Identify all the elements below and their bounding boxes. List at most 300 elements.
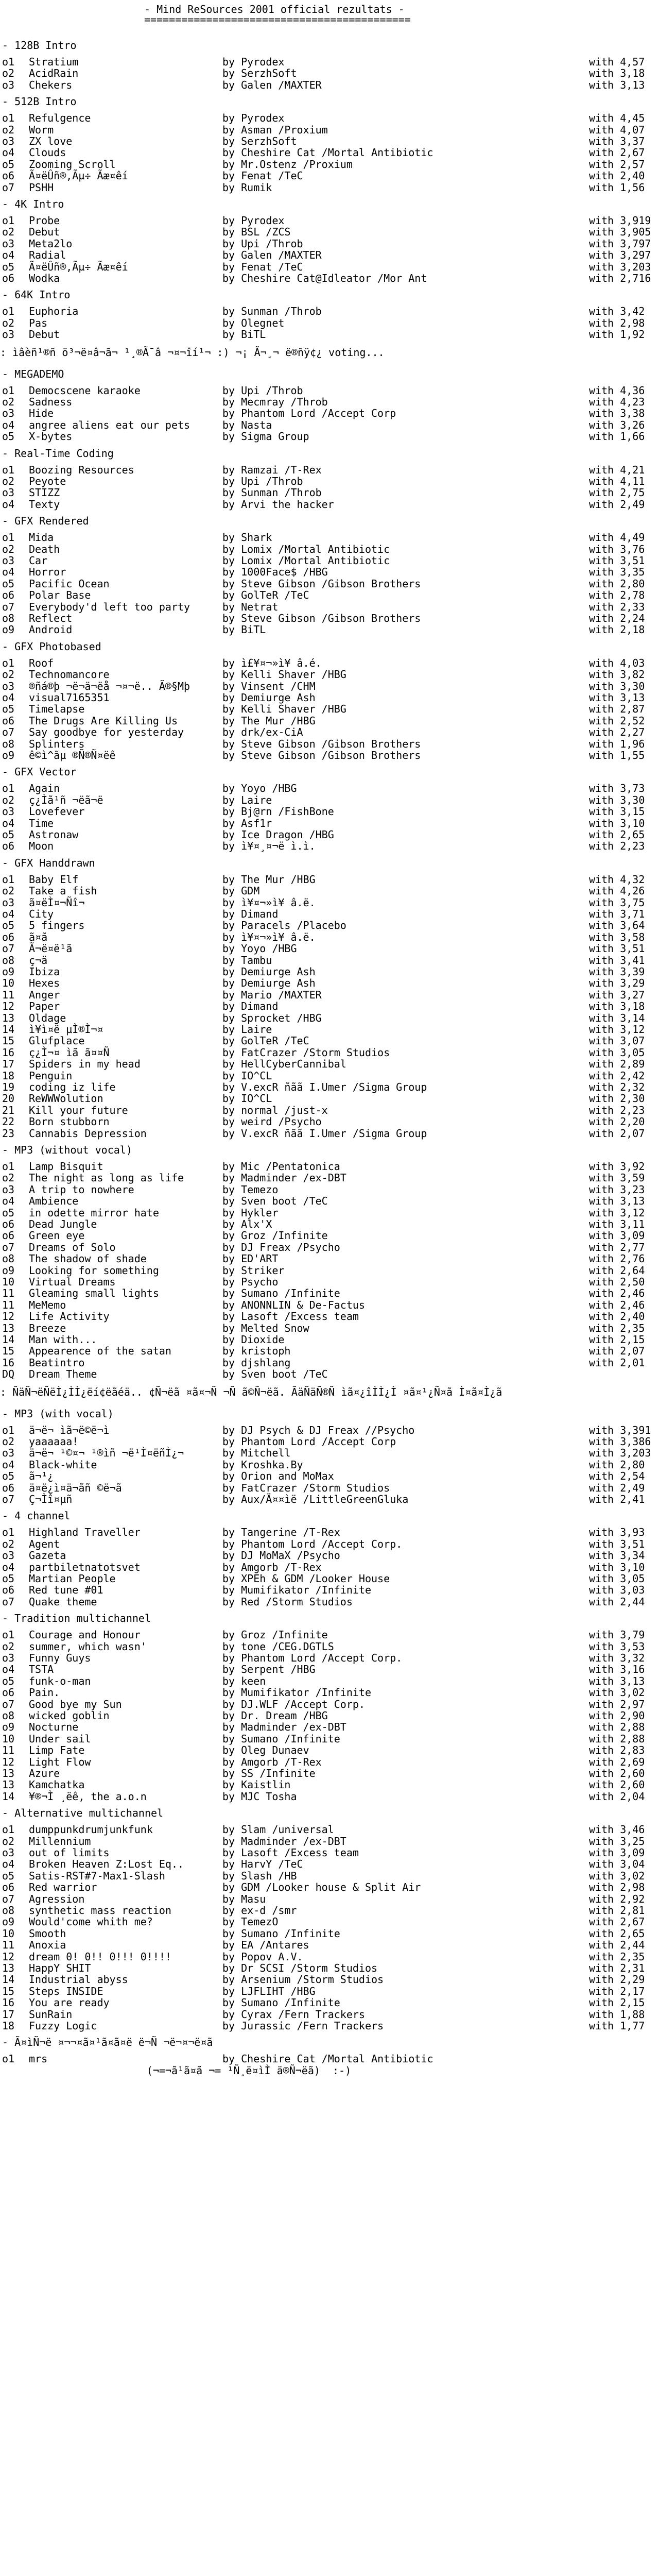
entry-score: with 3,203 (589, 1447, 651, 1460)
entry-score: with 4,23 (589, 396, 645, 408)
entry-title: Polar Base (29, 589, 91, 602)
entry-score: with 3,27 (589, 988, 645, 1001)
entry-title: Meta2lo (29, 237, 73, 250)
entry-author: by Cheshire Cat /Mortal Antibiotic (222, 146, 433, 159)
rank-number: 12 (2, 1000, 15, 1013)
entry-score: with 3,39 (589, 965, 645, 978)
entry-title: Clouds (29, 146, 66, 159)
entry-title: Virtual Dreams (29, 1276, 116, 1288)
entry-score: with 2,81 (589, 1904, 645, 1917)
rank-number: o3 (2, 1846, 15, 1859)
entry-title: Glufplace (29, 1035, 85, 1047)
category-heading-text: - 4K Intro (2, 198, 64, 210)
entry-title: ¥®¬Ì ¸ëê, the a.o.n (29, 1790, 147, 1803)
rank-number: o6 (2, 589, 15, 602)
entry-title: Everybody'd left too party (29, 600, 190, 613)
rank-number: o4 (2, 146, 15, 159)
rank-number: o5 (2, 260, 15, 273)
entry-author: by Temezo (222, 1183, 279, 1196)
entry-author: by Tambu (222, 954, 272, 967)
entry-score: with 3,73 (589, 782, 645, 795)
entry-author: by Melted Snow (222, 1321, 309, 1334)
entry-title: The night as long as life (29, 1172, 184, 1184)
entry-score: with 3,13 (589, 78, 645, 91)
entry-author: by Dimand (222, 1000, 279, 1013)
entry-title: SunRain (29, 2008, 73, 2021)
entry-author: by Mr.Ostenz /Proxium (222, 158, 353, 171)
entry-author: by Sigma Group (222, 430, 309, 443)
entry-author: by ì£¥¤¬»ì¥ â.é. (222, 656, 322, 669)
entry-author: by Dioxide (222, 1333, 285, 1346)
entry-author: by Sprocket /HBG (222, 1011, 322, 1024)
rank-number: 16 (2, 1356, 15, 1369)
rank-number: 13 (2, 1962, 15, 1974)
entry-title: Millennium (29, 1835, 91, 1848)
entry-score: with 3,14 (589, 1011, 645, 1024)
entry-score: with 2,65 (589, 828, 645, 841)
entry-author: by Slam /universal (222, 1823, 334, 1836)
rank-number: o1 (2, 873, 15, 886)
entry-title: Radial (29, 249, 66, 262)
rank-number: o5 (2, 1869, 15, 1882)
rank-number: 15 (2, 1035, 15, 1047)
rank-number: o1 (2, 1823, 15, 1836)
rank-number: o2 (2, 1640, 15, 1653)
entry-score: with 3,07 (589, 1035, 645, 1047)
entry-title: You are ready (29, 1996, 110, 2009)
rank-number: o1 (2, 2053, 15, 2065)
entry-score: with 4,11 (589, 475, 645, 487)
entry-title: The shadow of shade (29, 1252, 147, 1265)
entry-title: HappY SHIT (29, 1962, 91, 1974)
entry-score: with 3,16 (589, 1663, 645, 1676)
rank-number: o2 (2, 1172, 15, 1184)
entry-title: Pain. (29, 1686, 60, 1699)
entry-author: by Sunman /Throb (222, 305, 322, 318)
entry-author: by Alx'X (222, 1218, 272, 1230)
entry-title: Hide (29, 407, 54, 420)
entry-author: by Nasta (222, 418, 272, 431)
entry-score: with 4,32 (589, 873, 645, 886)
entry-title: Time (29, 817, 54, 829)
rank-number: o6 (2, 1686, 15, 1699)
comment-note-text: : ìâèñ¹®ñ ö³¬ë¤â¬ã¬ ¹¸®Ã¯â ¬¤¬îí¹¬ :) ¬¡ Ã¬¸¬ ë®ñÿ¢¿ voting... (0, 346, 385, 359)
rank-number: o5 (2, 1572, 15, 1585)
entry-title: Gleaming small lights (29, 1287, 159, 1300)
entry-title: ã¤ëÌ¤¬Ñî¬ (29, 896, 85, 909)
entry-author: by DJ.WLF /Accept Corp. (222, 1698, 365, 1710)
entry-author: by djshlang (222, 1356, 291, 1369)
entry-author: by Kroshka.By (222, 1458, 303, 1471)
entry-title: A trip to nowhere (29, 1183, 134, 1196)
category-heading-text: - 64K Intro (2, 289, 71, 301)
entry-score: with 2,88 (589, 1721, 645, 1734)
entry-score: with 2,44 (589, 1939, 645, 1952)
entry-score: with 3,64 (589, 919, 645, 932)
entry-score: with 2,78 (589, 589, 645, 602)
entry-score: with 3,12 (589, 1206, 645, 1219)
entry-title: ì¥ì¤ë µÌ®Ì¬¤ (29, 1023, 103, 1036)
rank-number: o3 (2, 328, 15, 341)
entry-score: with 3,76 (589, 543, 645, 555)
entry-title: Spiders in my head (29, 1058, 141, 1071)
entry-author: by Olegnet (222, 316, 285, 329)
entry-score: with 2,87 (589, 703, 645, 716)
rank-number: o5 (2, 158, 15, 171)
rank-number: o9 (2, 1916, 15, 1928)
entry-author: by drk/ex-CiA (222, 726, 303, 739)
rank-number: o9 (2, 623, 15, 636)
entry-author: by Netrat (222, 600, 279, 613)
entry-title: Sadness (29, 396, 73, 408)
entry-score: with 1,56 (589, 181, 645, 194)
entry-score: with 2,27 (589, 726, 645, 739)
category-heading-text: - 512B Intro (2, 95, 77, 108)
entry-title: dumppunkdrumjunkfunk (29, 1823, 153, 1836)
rank-number: 14 (2, 1790, 15, 1803)
entry-author: by Oleg Dunaev (222, 1744, 309, 1757)
rank-number: o8 (2, 954, 15, 967)
entry-title: Appearence of the satan (29, 1345, 171, 1358)
entry-title: Kill your future (29, 1104, 128, 1116)
entry-author: by EA /Antares (222, 1939, 309, 1952)
entry-score: with 3,13 (589, 1195, 645, 1208)
entry-title: ReWWWolution (29, 1092, 103, 1105)
rank-number: o6 (2, 1229, 15, 1242)
entry-score: with 3,04 (589, 1858, 645, 1871)
entry-title: Ã¬ë¤ë¹ã (29, 942, 73, 955)
entry-author: by Steve Gibson /Gibson Brothers (222, 749, 421, 761)
entry-title: Lamp Bisquit (29, 1160, 103, 1173)
entry-score: with 3,09 (589, 1846, 645, 1859)
entry-title: Take a fish (29, 885, 97, 897)
entry-title: The Drugs Are Killing Us (29, 714, 178, 727)
entry-title: Reflect (29, 612, 73, 624)
entry-author: by normal /just-x (222, 1104, 328, 1116)
entry-author: by Yoyo /HBG (222, 782, 297, 795)
rank-number: 11 (2, 1744, 15, 1757)
entry-score: with 3,203 (589, 260, 651, 273)
entry-score: with 2,52 (589, 714, 645, 727)
entry-score: with 3,10 (589, 817, 645, 829)
rank-number: o1 (2, 782, 15, 795)
entry-title: Ç¬Ìî¤µñ (29, 1493, 73, 1505)
entry-score: with 3,93 (589, 1526, 645, 1539)
entry-title: wicked goblin (29, 1709, 110, 1722)
category-heading-text: - Real-Time Coding (2, 447, 114, 460)
rank-number: o3 (2, 1183, 15, 1196)
rank-number: o1 (2, 656, 15, 669)
entry-title: partbiletnatotsvet (29, 1561, 141, 1573)
rank-number: o2 (2, 668, 15, 681)
entry-author: by DJ Freax /Psycho (222, 1241, 340, 1253)
entry-score: with 2,80 (589, 577, 645, 590)
entry-title: Peyote (29, 475, 66, 487)
rank-number: o6 (2, 714, 15, 727)
rank-number: o5 (2, 919, 15, 932)
entry-score: with 3,02 (589, 1869, 645, 1882)
entry-author: by Ramzai /T-Rex (222, 463, 322, 476)
entry-score: with 2,89 (589, 1058, 645, 1071)
entry-title: Boozing Resources (29, 463, 134, 476)
rank-number: 10 (2, 977, 15, 990)
entry-title: Refulgence (29, 112, 91, 125)
entry-score: with 3,38 (589, 407, 645, 420)
entry-title: ä¬ë¬ ìã¬ë©ë¬ì (29, 1423, 110, 1436)
entry-title: coding iz life (29, 1081, 116, 1093)
rank-number: o7 (2, 1595, 15, 1608)
entry-score: with 3,297 (589, 249, 651, 262)
entry-score: with 2,31 (589, 1962, 645, 1974)
entry-score: with 2,44 (589, 1595, 645, 1608)
entry-title: Pas (29, 316, 48, 329)
rank-number: o3 (2, 680, 15, 692)
entry-author: by HarvY /TeC (222, 1858, 303, 1871)
rank-number: o4 (2, 1458, 15, 1471)
rank-number: o3 (2, 805, 15, 818)
entry-author: by BiTL (222, 328, 266, 341)
entry-title: Red warrior (29, 1881, 97, 1894)
entry-author: by Paracels /Placebo (222, 919, 346, 932)
entry-author: by SerzhSoft (222, 67, 297, 80)
entry-score: with 2,50 (589, 1276, 645, 1288)
entry-score: with 3,53 (589, 1640, 645, 1653)
entry-score: with 2,46 (589, 1287, 645, 1300)
entry-title: in odette mirror hate (29, 1206, 159, 1219)
rank-number: o4 (2, 418, 15, 431)
entry-author: by Red /Storm Studios (222, 1595, 353, 1608)
rank-number: o7 (2, 181, 15, 194)
rank-number: o6 (2, 1481, 15, 1494)
entry-title: Black-white (29, 1458, 97, 1471)
rank-number: o2 (2, 885, 15, 897)
entry-score: with 4,07 (589, 123, 645, 136)
rank-number: 11 (2, 1939, 15, 1952)
category-heading-text: - MEGADEMO (2, 367, 64, 380)
entry-title: Android (29, 623, 73, 636)
entry-author: by GolTeR /TeC (222, 589, 309, 602)
entry-score: with 2,41 (589, 1493, 645, 1505)
entry-author: by ANONNLIN & De-Factus (222, 1298, 365, 1311)
entry-score: with 2,75 (589, 486, 645, 499)
entry-author: by Pyrodex (222, 214, 285, 227)
entry-author: by Vinsent /CHM (222, 680, 316, 692)
entry-title: Quake theme (29, 1595, 97, 1608)
entry-author: by BiTL (222, 623, 266, 636)
rank-number: 13 (2, 1321, 15, 1334)
entry-title: out of limits (29, 1846, 110, 1859)
rank-number: o3 (2, 78, 15, 91)
rank-number: o6 (2, 1881, 15, 1894)
entry-author: by GolTeR /TeC (222, 1035, 309, 1047)
entry-author: by Sumano /Infinite (222, 1287, 340, 1300)
entry-score: with 2,49 (589, 1481, 645, 1494)
entry-score: with 4,57 (589, 56, 645, 68)
rank-number: o2 (2, 123, 15, 136)
entry-score: with 2,83 (589, 1744, 645, 1757)
rank-number: o5 (2, 430, 15, 443)
entry-score: with 3,05 (589, 1046, 645, 1059)
entry-title: X-bytes (29, 430, 73, 443)
entry-title: Anoxia (29, 1939, 66, 1952)
title-text: - Mind ReSources 2001 official rezultats - (144, 3, 405, 15)
entry-title: Technomancore (29, 668, 110, 681)
entry-author: by Steve Gibson /Gibson Brothers (222, 737, 421, 750)
entry-score: with 2,49 (589, 498, 645, 511)
entry-author: by Dr SCSI /Storm Studios (222, 1962, 378, 1974)
entry-score: with 3,71 (589, 908, 645, 920)
entry-score: with 2,92 (589, 1892, 645, 1905)
rank-number: o6 (2, 840, 15, 853)
entry-title: Anger (29, 988, 60, 1001)
entry-score: with 2,04 (589, 1790, 645, 1803)
rank-number: o3 (2, 1549, 15, 1562)
entry-author: by Phantom Lord /Accept Corp. (222, 1537, 403, 1550)
entry-title: Nocturne (29, 1721, 79, 1734)
entry-title: ä¤ë¿ì¤ä¬ãñ ©ë¬ã (29, 1481, 122, 1494)
rank-number: 11 (2, 1287, 15, 1300)
entry-title: Ambience (29, 1195, 79, 1208)
entry-score: with 3,42 (589, 305, 645, 318)
entry-score: with 2,20 (589, 1115, 645, 1128)
entry-score: with 2,90 (589, 1709, 645, 1722)
entry-author: by Ice Dragon /HBG (222, 828, 334, 841)
entry-score: with 3,79 (589, 1629, 645, 1641)
category-heading-text: - GFX Rendered (2, 515, 89, 528)
rank-number: 13 (2, 1778, 15, 1791)
category-heading-text: - MP3 (without vocal) (2, 1144, 132, 1156)
rank-number: o6 (2, 170, 15, 182)
entry-title: Highland Traveller (29, 1526, 141, 1539)
entry-author: by Cheshire Cat /Mortal Antibiotic (222, 2053, 433, 2065)
entry-score: with 3,35 (589, 566, 645, 579)
rank-number: o4 (2, 817, 15, 829)
entry-title: Again (29, 782, 60, 795)
rank-number: o7 (2, 942, 15, 955)
entry-author: by Asman /Proxium (222, 123, 328, 136)
entry-title: Euphoria (29, 305, 79, 318)
entry-author: by Amgorb /T-Rex (222, 1561, 322, 1573)
rank-number: 16 (2, 1996, 15, 2009)
entry-title: synthetic mass reaction (29, 1904, 171, 1917)
entry-title: Life Activity (29, 1310, 110, 1323)
entry-title: ç¿Ìã¹ñ ¬ëã¬ë (29, 793, 103, 806)
entry-title: visual7165351 (29, 691, 110, 704)
category-heading-text: - GFX Vector (2, 766, 77, 778)
entry-score: with 3,386 (589, 1435, 651, 1448)
entry-score: with 2,76 (589, 1252, 645, 1265)
entry-author: by Galen /MAXTER (222, 78, 322, 91)
entry-author: by Fenat /TeC (222, 170, 303, 182)
entry-score: with 2,30 (589, 1092, 645, 1105)
category-heading-text: - GFX Photobased (2, 640, 101, 653)
entry-title: Kamchatka (29, 1778, 85, 1791)
rank-number: o5 (2, 1674, 15, 1687)
entry-score: with 3,92 (589, 1160, 645, 1173)
entry-title: Fuzzy Logic (29, 2020, 97, 2032)
entry-author: by Mic /Pentatonica (222, 1160, 340, 1173)
rank-number: o7 (2, 726, 15, 739)
entry-title: Astronaw (29, 828, 79, 841)
rank-number: o7 (2, 1892, 15, 1905)
rank-number: o5 (2, 577, 15, 590)
entry-author: by Bj@rn /FishBone (222, 805, 334, 818)
category-heading-text: - 128B Intro (2, 39, 77, 52)
entry-title: Ã¤ëÛñ®,Ãµ÷ Ãæ¤êí (29, 260, 128, 273)
entry-author: by Phantom Lord /Accept Corp (222, 1435, 396, 1448)
rank-number: o6 (2, 1584, 15, 1597)
entry-author: by DJ MoMaX /Psycho (222, 1549, 340, 1562)
rank-number: o4 (2, 691, 15, 704)
entry-title: Beatintro (29, 1356, 85, 1369)
entry-title: MeMemo (29, 1298, 66, 1311)
entry-score: with 1,88 (589, 2008, 645, 2021)
entry-title: ZX love (29, 135, 73, 147)
entry-author: by Cyrax /Fern Trackers (222, 2008, 365, 2021)
entry-score: with 2,65 (589, 1927, 645, 1940)
entry-author: by Hykler (222, 1206, 279, 1219)
rank-number: 22 (2, 1115, 15, 1128)
comment-note-text: : ÑäÑ¬ëÑëÌ¿ÌÌ¿ëí¢ëãéä.. ¢Ñ¬ëã ¤ã¤¬Ñ ¬Ñ ã©Ñ¬ëã. ÃäÑäÑ®Ñ ìã¤¿îÌÌ¿Ì ¤ã¤¹¿Ñ¤ã Ì¤ã¤Ì¿ã (0, 1385, 502, 1398)
rank-number: o4 (2, 1561, 15, 1573)
entry-score: with 2,17 (589, 1985, 645, 1997)
entry-author: by Pyrodex (222, 112, 285, 125)
entry-title: Smooth (29, 1927, 66, 1940)
entry-score: with 2,35 (589, 1950, 645, 1963)
entry-author: by ì¥¤¬»ì¥ â.ë. (222, 896, 316, 909)
rank-number: 15 (2, 1345, 15, 1358)
rank-number: o6 (2, 272, 15, 284)
entry-title: Green eye (29, 1229, 85, 1242)
entry-author: by Madminder /ex-DBT (222, 1172, 346, 1184)
entry-author: by Mario /MAXTER (222, 988, 322, 1001)
entry-title: ®ñá®þ ¬ë¬ä¬ëå ¬¤¬ë.. Ã®§Mþ (29, 680, 190, 692)
rank-number: 20 (2, 1092, 15, 1105)
entry-title: Oldage (29, 1011, 66, 1024)
entry-author: by Upi /Throb (222, 237, 303, 250)
rank-number: o4 (2, 249, 15, 262)
entry-title: Breeze (29, 1321, 66, 1334)
entry-title: Would'come whith me? (29, 1916, 153, 1928)
rank-number: o1 (2, 463, 15, 476)
entry-title: Stratium (29, 56, 79, 68)
entry-score: with 3,29 (589, 977, 645, 990)
entry-author: by Dr. Dream /HBG (222, 1709, 328, 1722)
rank-number: 11 (2, 1298, 15, 1311)
entry-author: by keen (222, 1674, 266, 1687)
entry-title: Say goodbye for yesterday (29, 726, 184, 739)
category-heading-text: - Tradition multichannel (2, 1612, 151, 1625)
entry-score: with 2,716 (589, 272, 651, 284)
entry-score: with 3,05 (589, 1572, 645, 1585)
entry-author: by BSL /ZCS (222, 226, 291, 239)
rank-number: o4 (2, 908, 15, 920)
entry-author: by Laire (222, 1023, 272, 1036)
entry-author: by Psycho (222, 1276, 279, 1288)
entry-title: Gazeta (29, 1549, 66, 1562)
entry-score: with 3,10 (589, 1561, 645, 1573)
entry-author: by Demiurge Ash (222, 965, 316, 978)
entry-author: by Yoyo /HBG (222, 942, 297, 955)
rank-number: 18 (2, 2020, 15, 2032)
entry-score: with 4,45 (589, 112, 645, 125)
entry-title: PSHH (29, 181, 54, 194)
rank-number: o8 (2, 1904, 15, 1917)
entry-author: by Madminder /ex-DBT (222, 1721, 346, 1734)
rank-number: 23 (2, 1127, 15, 1140)
entry-score: with 3,797 (589, 237, 651, 250)
entry-author: by Sven boot /TeC (222, 1368, 328, 1381)
